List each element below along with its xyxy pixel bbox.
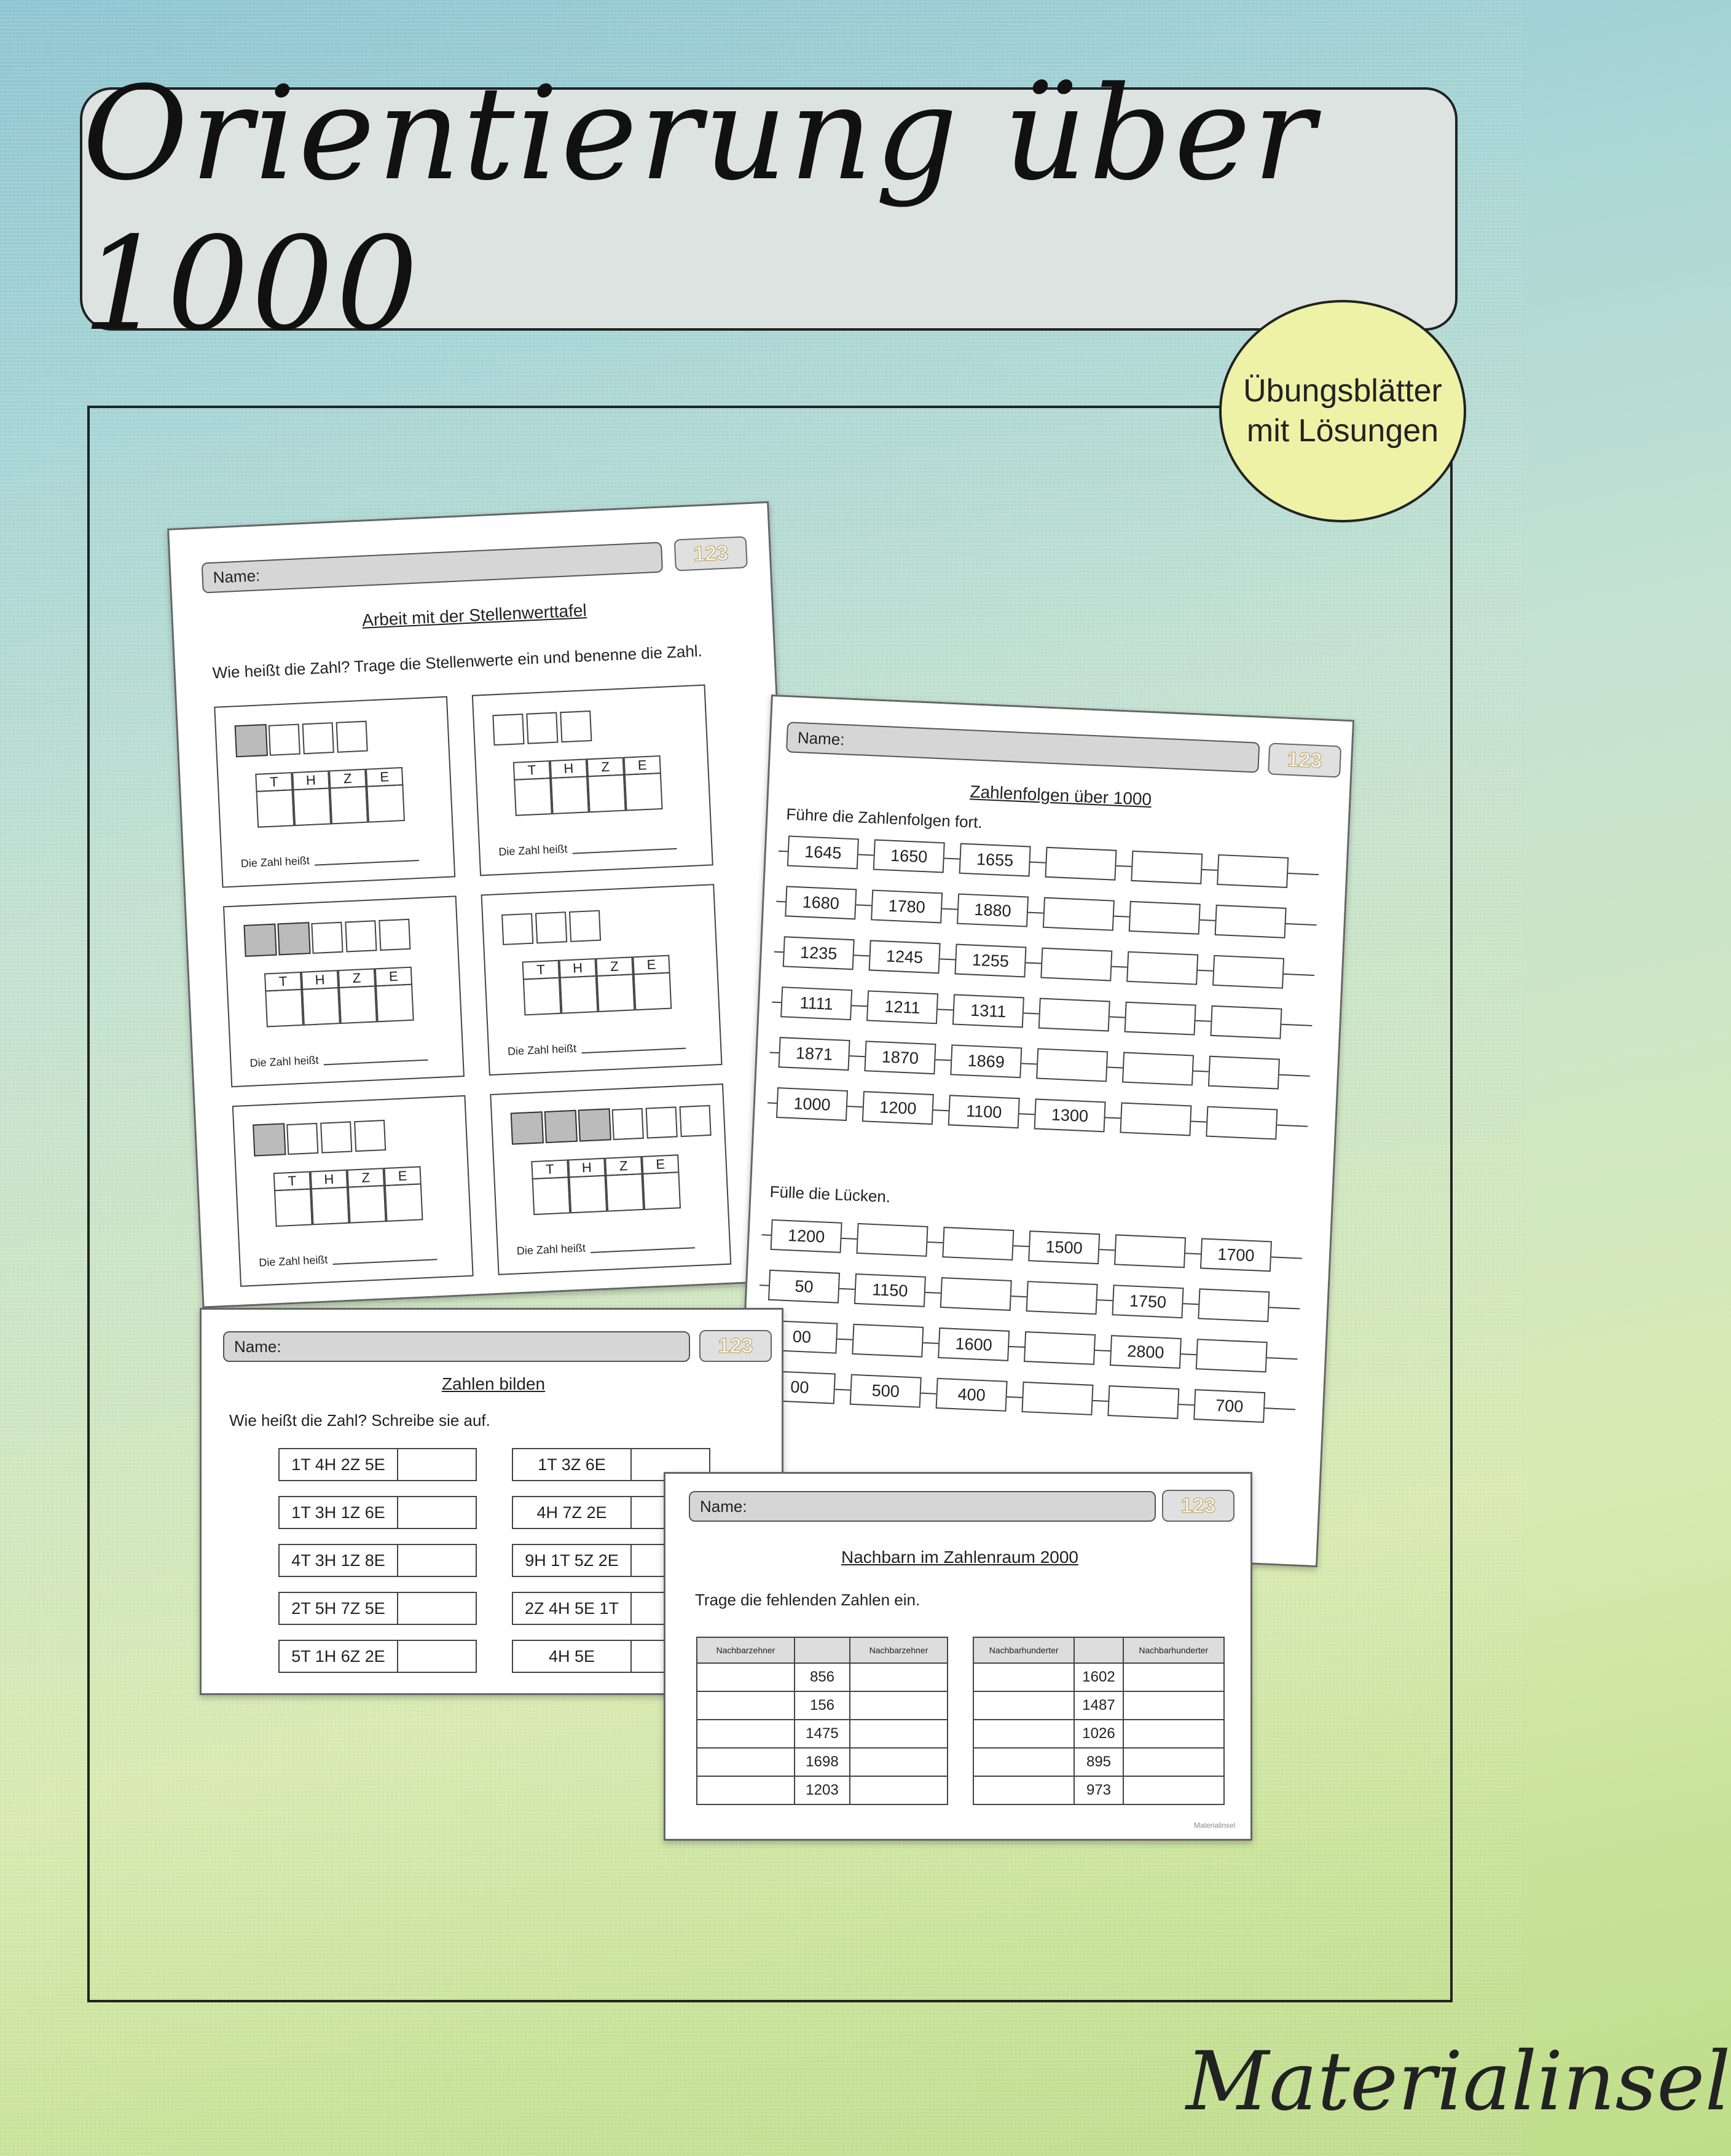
badge-line-2: mit Lösungen	[1246, 413, 1439, 449]
table-cell: 856	[795, 1663, 850, 1691]
sequence-box	[1217, 854, 1289, 888]
table-cell	[973, 1663, 1074, 1691]
worksheet-instruction: Wie heißt die Zahl? Trage die Stellenwerte ein und benenne die Zahl.	[212, 641, 703, 682]
hundred-square-icon	[354, 1120, 386, 1152]
term-box: 4H 5E	[512, 1640, 632, 1673]
table-cell	[697, 1776, 795, 1804]
answer-label: Die Zahl heißt	[249, 1053, 319, 1069]
sequence-box	[1208, 1056, 1280, 1090]
answer-label: Die Zahl heißt	[507, 1042, 577, 1058]
value-panel	[232, 1095, 474, 1287]
place-value-header: E	[624, 755, 661, 776]
table-cell	[973, 1691, 1074, 1720]
sequence-box: 00	[764, 1371, 836, 1404]
hundred-square-icon	[646, 1106, 678, 1138]
neighbor-table-hundreds	[973, 1637, 1225, 1805]
table-cell: 1698	[795, 1748, 850, 1776]
thousand-cube-icon	[277, 922, 310, 955]
worksheet-instruction: Trage die fehlenden Zahlen ein.	[695, 1591, 920, 1609]
place-value-cell	[385, 1183, 423, 1222]
answer-line	[315, 860, 419, 866]
table-cell	[697, 1691, 795, 1720]
sequence-box: 1300	[1034, 1098, 1106, 1132]
sequence-box	[1021, 1382, 1093, 1415]
term-box: 2T 5H 7Z 5E	[278, 1592, 398, 1625]
hundred-square-icon	[302, 722, 334, 754]
answer-box	[397, 1496, 477, 1529]
sequence-box: 1871	[779, 1037, 850, 1071]
worksheet-title: Zahlen bilden	[441, 1374, 546, 1393]
table-row	[973, 1663, 1224, 1691]
name-field: Name:	[223, 1331, 690, 1362]
table-cell: 1487	[1074, 1691, 1123, 1720]
solutions-badge	[1219, 300, 1466, 522]
table-cell	[973, 1720, 1074, 1748]
place-value-cell	[348, 1185, 387, 1224]
sequence-box	[1125, 1002, 1196, 1036]
sequence-box: 50	[768, 1270, 840, 1304]
value-panel	[472, 685, 713, 876]
place-value-cell	[597, 974, 635, 1012]
place-value-cell	[523, 977, 562, 1016]
answer-line	[324, 1060, 428, 1066]
place-value-cell	[551, 776, 589, 814]
hundred-square-icon	[569, 910, 601, 942]
place-value-cell	[265, 989, 304, 1028]
term-box: 4H 7Z 2E	[512, 1496, 632, 1529]
place-value-header: H	[559, 958, 596, 978]
table-row	[973, 1720, 1224, 1748]
thousand-cube-icon	[511, 1111, 544, 1144]
sequence-box	[940, 1277, 1012, 1311]
sequence-box: 1211	[866, 990, 938, 1024]
table-cell: 973	[1074, 1776, 1123, 1804]
place-value-header: T	[513, 760, 551, 781]
sequence-box	[1206, 1106, 1278, 1140]
table-header: Nachbarzehner	[697, 1637, 795, 1663]
sequence-box	[942, 1227, 1014, 1261]
thousand-cube-icon	[544, 1110, 578, 1143]
place-value-header: Z	[605, 1156, 642, 1176]
sequence-box	[1038, 998, 1110, 1032]
place-value-header: H	[568, 1158, 605, 1178]
sequence-box	[1043, 897, 1115, 931]
place-value-header: H	[301, 970, 339, 990]
hundred-square-icon	[336, 721, 368, 753]
term-box: 1T 4H 2Z 5E	[278, 1448, 398, 1481]
worksheet-instruction: Führe die Zahlenfolgen fort.	[785, 805, 983, 832]
table-cell	[973, 1748, 1074, 1776]
table-header	[795, 1637, 850, 1663]
table-cell: 895	[1074, 1748, 1123, 1776]
sequence-box: 1245	[869, 940, 941, 974]
hundred-square-icon	[560, 710, 592, 742]
sequence-box	[1040, 948, 1112, 982]
place-value-header: H	[292, 770, 329, 790]
table-cell: 1026	[1074, 1720, 1123, 1748]
sequence-box: 1255	[954, 943, 1026, 977]
hundred-square-icon	[680, 1105, 712, 1137]
place-value-header: Z	[329, 769, 366, 789]
sequence-box: 1870	[864, 1041, 936, 1074]
hundred-square-icon	[612, 1108, 644, 1140]
sequence-box	[1210, 1005, 1282, 1039]
sequence-box: 1600	[938, 1328, 1010, 1361]
place-value-cell	[366, 784, 405, 823]
table-header-row	[973, 1637, 1224, 1663]
neighbor-table-tens	[696, 1637, 948, 1805]
answer-label: Die Zahl heißt	[516, 1241, 586, 1257]
table-cell	[697, 1748, 795, 1776]
sequence-box	[1045, 847, 1117, 881]
place-value-header: T	[273, 1171, 311, 1192]
hundred-square-icon	[345, 920, 377, 952]
place-value-cell	[642, 1171, 681, 1210]
sequence-box	[1212, 955, 1284, 989]
worksheet-title: Zahlenfolgen über 1000	[969, 782, 1152, 809]
place-value-header: T	[264, 972, 302, 992]
title-banner	[80, 58, 1458, 360]
sequence-box: 1880	[957, 894, 1029, 927]
sequence-box: 1780	[871, 889, 943, 923]
sequence-box: 1000	[776, 1087, 848, 1121]
table-header: Nachbarzehner	[850, 1637, 948, 1663]
sequence-box: 1111	[780, 986, 852, 1020]
table-cell	[1123, 1720, 1224, 1748]
table-cell	[850, 1663, 948, 1691]
sequence-box: 400	[936, 1378, 1008, 1412]
term-box: 2Z 4H 5E 1T	[512, 1592, 632, 1625]
sequence-box: 1655	[959, 843, 1031, 877]
place-value-header: E	[642, 1154, 679, 1174]
worksheet-zahlenfolgen	[734, 694, 1354, 1567]
table-cell	[1123, 1663, 1224, 1691]
place-value-header: T	[522, 960, 560, 980]
sequence-box	[1198, 1288, 1270, 1322]
sequence-box: 1680	[785, 886, 857, 919]
answer-line	[573, 848, 677, 854]
place-value-cell	[560, 975, 599, 1014]
table-row	[697, 1776, 948, 1804]
place-value-cell	[634, 972, 672, 1011]
worksheet-instruction-2: Fülle die Lücken.	[769, 1182, 891, 1206]
place-value-header: E	[366, 767, 403, 787]
name-field: Name:	[786, 722, 1260, 773]
place-value-cell	[292, 787, 331, 826]
table-cell	[850, 1748, 948, 1776]
hundred-square-icon	[379, 919, 410, 951]
sequence-box	[1114, 1234, 1186, 1268]
hundred-square-icon	[492, 714, 524, 746]
logo-123-icon: 123	[699, 1330, 772, 1362]
place-value-header: Z	[587, 757, 624, 777]
worksheet-stellenwerttafel	[167, 502, 804, 1308]
place-value-cell	[302, 987, 340, 1026]
place-value-cell	[329, 786, 368, 825]
table-row	[697, 1691, 948, 1720]
answer-box	[397, 1448, 477, 1481]
answer-line	[591, 1247, 695, 1253]
sequence-box: 1500	[1028, 1230, 1100, 1264]
table-cell	[1123, 1776, 1224, 1804]
place-value-header: E	[632, 955, 670, 975]
table-cell	[850, 1776, 948, 1804]
place-value-header: T	[531, 1159, 568, 1179]
sequence-box: 1200	[862, 1091, 934, 1125]
place-value-cell	[375, 984, 414, 1023]
sequence-box	[1024, 1331, 1096, 1365]
table-cell	[850, 1691, 948, 1720]
sequence-box	[1107, 1385, 1179, 1419]
value-panel	[490, 1084, 731, 1275]
name-field: Name:	[202, 542, 663, 594]
logo-123-icon: 123	[674, 536, 748, 571]
place-value-header: T	[255, 772, 292, 792]
term-box: 1T 3Z 6E	[512, 1448, 632, 1481]
hundred-square-icon	[320, 1121, 352, 1153]
sequence-box	[1196, 1339, 1268, 1372]
place-value-cell	[624, 773, 663, 811]
place-value-cell	[569, 1175, 608, 1214]
sequence-box: 1200	[771, 1219, 842, 1253]
hundred-square-icon	[311, 922, 343, 954]
worksheet-title: Arbeit mit der Stellenwerttafel	[361, 600, 587, 630]
sequence-box	[852, 1324, 924, 1358]
table-cell	[1123, 1691, 1224, 1720]
sheet-footer: Materialinsel	[1194, 1821, 1236, 1830]
table-cell	[850, 1720, 948, 1748]
place-value-cell	[311, 1187, 350, 1226]
term-box: 4T 3H 1Z 8E	[278, 1544, 398, 1577]
badge-line-1: Übungsblätter	[1243, 373, 1442, 409]
sequence-box: 1750	[1112, 1285, 1183, 1318]
term-box: 9H 1T 5Z 2E	[512, 1544, 632, 1577]
place-value-cell	[339, 985, 377, 1024]
sequence-box: 1150	[854, 1273, 926, 1307]
table-header: Nachbarhunderter	[973, 1637, 1074, 1663]
thousand-cube-icon	[253, 1123, 286, 1156]
value-panel	[214, 696, 455, 888]
worksheet-instruction: Wie heißt die Zahl? Schreibe sie auf.	[229, 1411, 490, 1430]
thousand-cube-icon	[578, 1108, 611, 1141]
table-header	[1074, 1637, 1123, 1663]
sequence-box	[1026, 1281, 1098, 1315]
name-field: Name:	[689, 1491, 1156, 1522]
sequence-box: 1650	[873, 840, 945, 873]
table-cell	[697, 1663, 795, 1691]
table-cell	[697, 1720, 795, 1748]
table-cell: 1602	[1074, 1663, 1123, 1691]
sequence-box: 00	[766, 1320, 838, 1354]
place-value-cell	[605, 1173, 644, 1212]
answer-box	[397, 1592, 477, 1625]
sequence-box	[1215, 905, 1287, 938]
table-cell: 1203	[795, 1776, 850, 1804]
thousand-cube-icon	[235, 724, 268, 757]
table-cell	[1123, 1748, 1224, 1776]
table-cell	[973, 1776, 1074, 1804]
table-row	[973, 1776, 1224, 1804]
sequence-box	[1036, 1048, 1108, 1082]
answer-label: Die Zahl heißt	[240, 854, 310, 870]
sequence-box: 1869	[950, 1044, 1022, 1078]
sequence-box	[1120, 1102, 1191, 1136]
table-cell: 1475	[795, 1720, 850, 1748]
place-value-header: E	[375, 967, 412, 987]
term-box: 1T 3H 1Z 6E	[278, 1496, 398, 1529]
sequence-box	[1131, 851, 1203, 884]
answer-line	[333, 1259, 438, 1265]
sequence-box: 500	[850, 1374, 922, 1408]
brand-signature: Materialinsel	[1186, 2034, 1731, 2129]
place-value-cell	[587, 774, 626, 813]
thousand-cube-icon	[243, 924, 277, 957]
table-cell: 156	[795, 1691, 850, 1720]
worksheet-nachbarn	[664, 1472, 1252, 1841]
sequence-box: 1700	[1200, 1238, 1272, 1272]
place-value-header: H	[550, 758, 587, 779]
value-panel	[223, 895, 465, 1087]
sequence-box	[856, 1223, 928, 1257]
sequence-box	[1126, 951, 1198, 985]
hundred-square-icon	[269, 724, 300, 756]
page-title: Orientierung über 1000	[82, 58, 1317, 360]
table-row	[973, 1691, 1224, 1720]
hundred-square-icon	[526, 712, 558, 744]
answer-label: Die Zahl heißt	[498, 842, 568, 859]
answer-box	[397, 1544, 477, 1577]
sequence-box: 1645	[787, 835, 859, 869]
table-row	[697, 1720, 948, 1748]
hundred-square-icon	[286, 1123, 318, 1155]
term-box: 5T 1H 6Z 2E	[278, 1640, 398, 1673]
place-value-header: Z	[338, 968, 375, 988]
sequence-box: 1100	[948, 1095, 1020, 1128]
sequence-box: 1235	[783, 936, 855, 970]
table-row	[697, 1663, 948, 1691]
place-value-header: Z	[595, 956, 633, 977]
place-value-header: H	[310, 1170, 348, 1190]
place-value-cell	[514, 777, 552, 816]
place-value-cell	[532, 1176, 571, 1215]
hundred-square-icon	[535, 911, 567, 943]
worksheet-title: Nachbarn im Zahlenraum 2000	[841, 1548, 1078, 1567]
sequence-box	[1122, 1052, 1194, 1086]
value-panel	[481, 884, 723, 1076]
table-header: Nachbarhunderter	[1123, 1637, 1224, 1663]
answer-line	[581, 1048, 686, 1054]
answer-box	[397, 1640, 477, 1673]
answer-label: Die Zahl heißt	[258, 1253, 328, 1269]
logo-123-icon: 123	[1268, 742, 1341, 777]
sequence-box: 2800	[1110, 1335, 1182, 1369]
place-value-header: E	[384, 1166, 422, 1186]
place-value-header: Z	[347, 1168, 385, 1188]
sequence-box: 700	[1193, 1389, 1265, 1423]
place-value-cell	[274, 1188, 313, 1227]
logo-123-icon: 123	[1162, 1490, 1234, 1522]
table-row	[697, 1748, 948, 1776]
hundred-square-icon	[501, 913, 533, 945]
sequence-box	[1129, 901, 1201, 935]
table-row	[973, 1748, 1224, 1776]
sequence-box: 1311	[952, 994, 1024, 1028]
place-value-cell	[256, 789, 295, 828]
table-header-row	[697, 1637, 948, 1663]
